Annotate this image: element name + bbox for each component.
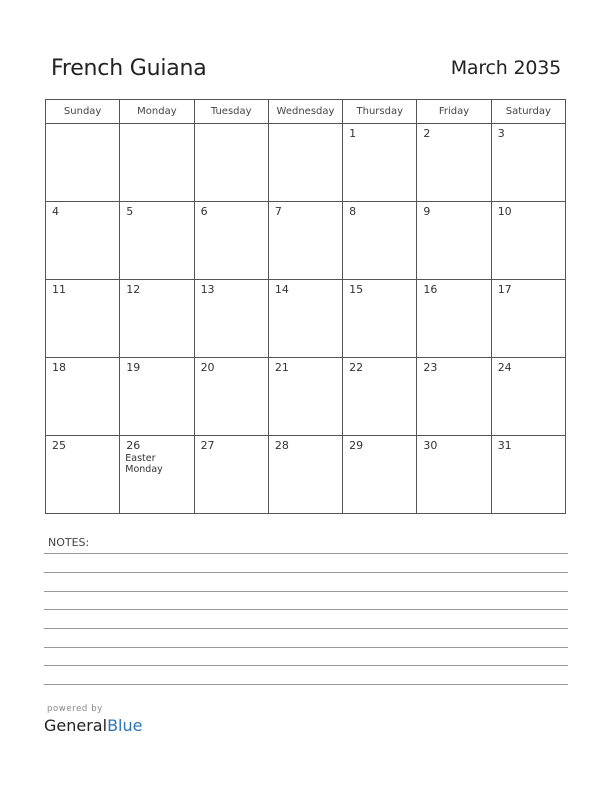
day-cell	[268, 124, 342, 202]
weekday-header: Wednesday	[268, 100, 342, 124]
note-line	[44, 684, 568, 685]
weekday-header: Saturday	[491, 100, 565, 124]
weekday-header: Monday	[120, 100, 194, 124]
note-line	[44, 647, 568, 648]
day-cell	[120, 124, 194, 202]
month-title: March 2035	[450, 57, 561, 79]
note-line	[44, 553, 568, 554]
day-cell	[194, 124, 268, 202]
day-number: 10	[497, 205, 512, 218]
weekday-header: Thursday	[343, 100, 417, 124]
day-number: 20	[200, 361, 215, 374]
day-cell	[194, 280, 268, 358]
brand-name-part1: General	[44, 716, 108, 735]
day-cell	[491, 358, 565, 436]
day-number: 17	[497, 283, 512, 296]
day-cell	[268, 202, 342, 280]
note-line	[44, 572, 568, 573]
week-row	[46, 436, 566, 514]
day-number	[269, 124, 342, 127]
week-row	[46, 202, 566, 280]
weekday-header-row	[46, 100, 566, 124]
day-cell	[343, 436, 417, 514]
weekday-header: Tuesday	[194, 100, 268, 124]
note-line	[44, 609, 568, 610]
brand-name-part2: Blue	[107, 716, 143, 735]
day-number	[195, 124, 268, 127]
day-number: 31	[497, 439, 512, 452]
note-line	[44, 665, 568, 666]
day-cell	[120, 436, 194, 514]
day-cell	[268, 358, 342, 436]
day-number: 9	[423, 205, 431, 218]
day-cell	[46, 202, 120, 280]
day-cell	[46, 124, 120, 202]
day-number: 28	[274, 439, 289, 452]
day-cell	[491, 280, 565, 358]
day-number: 13	[200, 283, 215, 296]
week-row	[46, 124, 566, 202]
day-cell	[46, 280, 120, 358]
day-number: 15	[349, 283, 364, 296]
day-number: 1	[349, 127, 357, 140]
day-cell	[343, 280, 417, 358]
calendar-grid	[45, 99, 566, 514]
note-line	[44, 628, 568, 629]
day-number: 23	[423, 361, 438, 374]
day-number: 24	[497, 361, 512, 374]
day-number: 3	[497, 127, 505, 140]
weekday-header: Friday	[417, 100, 491, 124]
note-line	[44, 591, 568, 592]
day-cell	[46, 436, 120, 514]
day-cell	[268, 280, 342, 358]
day-number: 11	[52, 283, 66, 296]
day-cell	[194, 358, 268, 436]
day-number: 14	[274, 283, 289, 296]
brand-logo	[44, 716, 142, 735]
day-cell	[194, 202, 268, 280]
day-number	[46, 124, 119, 127]
day-number: 4	[52, 205, 59, 218]
day-number: 27	[200, 439, 215, 452]
day-number	[120, 124, 193, 127]
powered-by-text: powered by	[47, 704, 103, 714]
day-cell	[417, 124, 491, 202]
day-cell	[194, 436, 268, 514]
day-number: 6	[200, 205, 208, 218]
day-number: 12	[126, 283, 141, 296]
day-cell	[417, 202, 491, 280]
day-number: 5	[126, 205, 134, 218]
region-title: French Guiana	[51, 56, 207, 81]
weekday-header: Sunday	[46, 100, 120, 124]
day-number: 7	[274, 205, 282, 218]
day-number: 26	[126, 439, 141, 452]
day-cell	[120, 280, 194, 358]
day-cell	[120, 202, 194, 280]
week-row	[46, 358, 566, 436]
day-number: 8	[349, 205, 357, 218]
day-cell	[417, 436, 491, 514]
day-cell	[417, 358, 491, 436]
day-cell	[46, 358, 120, 436]
day-number: 19	[126, 361, 141, 374]
day-number: 21	[274, 361, 289, 374]
day-cell	[268, 436, 342, 514]
holiday-label: Easter Monday	[125, 453, 163, 475]
day-number: 22	[349, 361, 364, 374]
day-number: 30	[423, 439, 438, 452]
week-row	[46, 280, 566, 358]
notes-label: NOTES:	[48, 536, 90, 549]
day-cell	[491, 202, 565, 280]
day-number: 2	[423, 127, 431, 140]
day-cell	[417, 280, 491, 358]
day-cell	[343, 202, 417, 280]
day-number: 25	[52, 439, 66, 452]
day-number: 16	[423, 283, 438, 296]
day-number: 29	[349, 439, 364, 452]
day-cell	[120, 358, 194, 436]
day-cell	[491, 124, 565, 202]
day-cell	[491, 436, 565, 514]
day-cell	[343, 124, 417, 202]
day-cell	[343, 358, 417, 436]
day-number: 18	[52, 361, 66, 374]
